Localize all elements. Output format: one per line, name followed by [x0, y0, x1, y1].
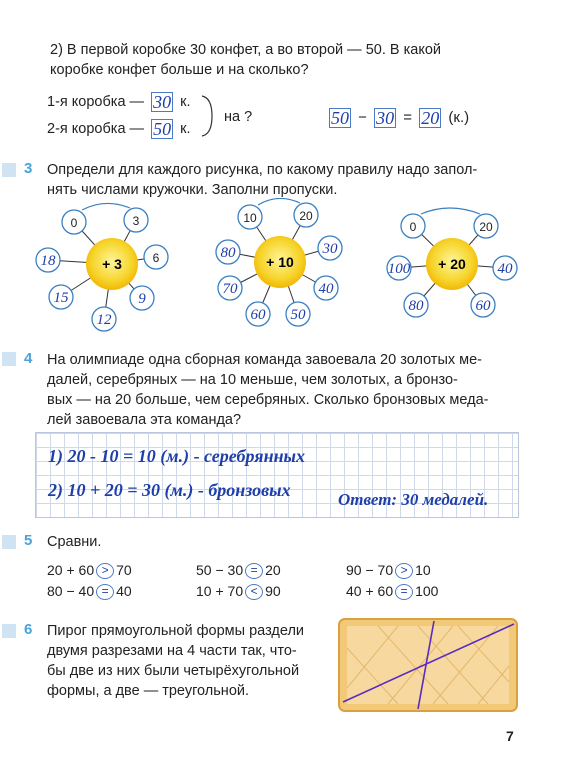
box1-row [47, 92, 190, 113]
task6-text-line4: формы, а две — треугольной. [47, 683, 250, 699]
task5-title: Сравни. [47, 534, 102, 550]
comparison-right: 100 [415, 583, 439, 599]
task6-text-line3: бы две из них были четырёхугольной [47, 663, 300, 679]
eq-minus: − [358, 108, 367, 126]
wheel-node-value: 10 [243, 211, 257, 225]
wheel-node-value: 60 [250, 307, 266, 323]
box2-label: 2-я коробка — [47, 121, 145, 137]
task3-text-line2: нять числами кружочки. Заполни пропуски. [47, 182, 338, 198]
comparison-left: 10 + 70 [196, 583, 244, 599]
comparison-sign: > [96, 563, 114, 579]
task4-marker [2, 352, 16, 366]
comparison-item [346, 562, 431, 579]
task6-marker [2, 624, 16, 638]
task6-text-line1: Пирог прямоугольной формы раздели [47, 623, 304, 639]
eq-result: 20 [421, 108, 440, 128]
comparison-right: 90 [265, 583, 281, 599]
wheel-rule: + 10 [266, 254, 294, 270]
wheel-node-value: 12 [96, 312, 112, 328]
wheels-figure [0, 198, 568, 338]
box1-unit: к. [180, 94, 191, 110]
eq-equals: = [403, 108, 413, 126]
difference-brace [200, 94, 222, 138]
comparison-left: 20 + 60 [47, 562, 95, 578]
comparison-left: 50 − 30 [196, 562, 244, 578]
task5-marker [2, 535, 16, 549]
wheel-node-value: 80 [408, 298, 424, 314]
comparison-item [196, 562, 281, 579]
comparison-sign: = [395, 584, 413, 600]
wheel-node-value: 40 [318, 281, 334, 297]
comparison-left: 90 − 70 [346, 562, 394, 578]
task4-text-line1: На олимпиаде одна сборная команда завоевала 20 золотых ме- [47, 352, 483, 368]
comparison-right: 20 [265, 562, 281, 578]
page-number: 7 [506, 728, 514, 744]
box2-value: 50 [153, 119, 172, 140]
comparison-sign: = [96, 584, 114, 600]
problem2-text-line1: 2) В первой коробке 30 конфет, а во второй — 50. В какой [50, 42, 441, 58]
comparison-left: 80 − 40 [47, 583, 95, 599]
wheel-node-value: 15 [53, 290, 69, 306]
task3-marker [2, 163, 16, 177]
task4-number: 4 [24, 350, 33, 367]
task3-text-line1: Определи для каждого рисунка, по какому правилу надо запол- [47, 162, 478, 178]
solution-answer: Ответ: 30 медалей. [338, 490, 489, 509]
comparison-item [47, 562, 132, 579]
comparison-item [196, 583, 281, 600]
task6-number: 6 [24, 621, 33, 638]
task5-number: 5 [24, 532, 33, 549]
wheel-node-value: 20 [479, 220, 493, 234]
task3-number: 3 [24, 160, 33, 177]
solution-line1: 1) 20 - 10 = 10 (м.) - серебрянных [48, 446, 306, 466]
wheel-node-value: 60 [475, 298, 491, 314]
difference-question: на ? [224, 109, 253, 125]
eq-minuend: 50 [331, 108, 349, 128]
comparison-item [346, 583, 438, 600]
wheel-node-value: 0 [409, 220, 417, 234]
comparison-right: 70 [116, 562, 132, 578]
task6-text-line2: двумя разрезами на 4 части так, что- [47, 643, 297, 659]
wheel-arrow [82, 203, 130, 210]
comparison-sign: < [245, 584, 263, 600]
eq-subtrahend: 30 [376, 108, 395, 128]
problem2-text-line2: коробке конфет больше и на сколько? [50, 62, 309, 78]
wheel-node-value: 18 [40, 253, 56, 269]
eq-unit: (к.) [448, 108, 470, 126]
wheel-node-value: 50 [290, 307, 306, 323]
wheel-node-value: 70 [222, 281, 238, 297]
wheel-node-value: 0 [70, 216, 78, 230]
wheel-node-value: 30 [322, 241, 338, 257]
wheel-node-value: 3 [132, 214, 140, 228]
task4-text-line4: лей завоевала эта команда? [47, 412, 242, 428]
wheel-node-value: 9 [138, 291, 146, 307]
wheel-node-value: 80 [220, 245, 236, 261]
comparison-sign: = [245, 563, 263, 579]
task4-text-line3: вых — на 20 больше, чем серебряных. Сколько бронзовых меда- [47, 392, 489, 408]
wheel-rule: + 3 [102, 256, 122, 272]
comparison-sign: > [395, 563, 413, 579]
box1-label: 1-я коробка — [47, 94, 145, 110]
wheel-arrow [258, 198, 300, 205]
pie-drawing [338, 618, 518, 712]
wheel-rule: + 20 [438, 256, 466, 272]
comparison-right: 10 [415, 562, 431, 578]
difference-equation [326, 108, 469, 128]
box2-unit: к. [180, 121, 191, 137]
wheel-node-value: 100 [387, 261, 411, 277]
solution-line2: 2) 10 + 20 = 30 (м.) - бронзовых [48, 480, 291, 500]
wheel-node-value: 40 [497, 261, 513, 277]
task4-text-line2: далей, серебряных — на 10 меньше, чем золотых, а бронзо- [47, 372, 458, 388]
comparison-right: 40 [116, 583, 132, 599]
box2-row [47, 119, 190, 140]
box1-value: 30 [153, 92, 172, 113]
comparison-left: 40 + 60 [346, 583, 394, 599]
comparison-item [47, 583, 132, 600]
wheel-node-value: 6 [152, 251, 160, 265]
wheel-arrow [421, 208, 480, 214]
wheel-node-value: 20 [299, 209, 313, 223]
